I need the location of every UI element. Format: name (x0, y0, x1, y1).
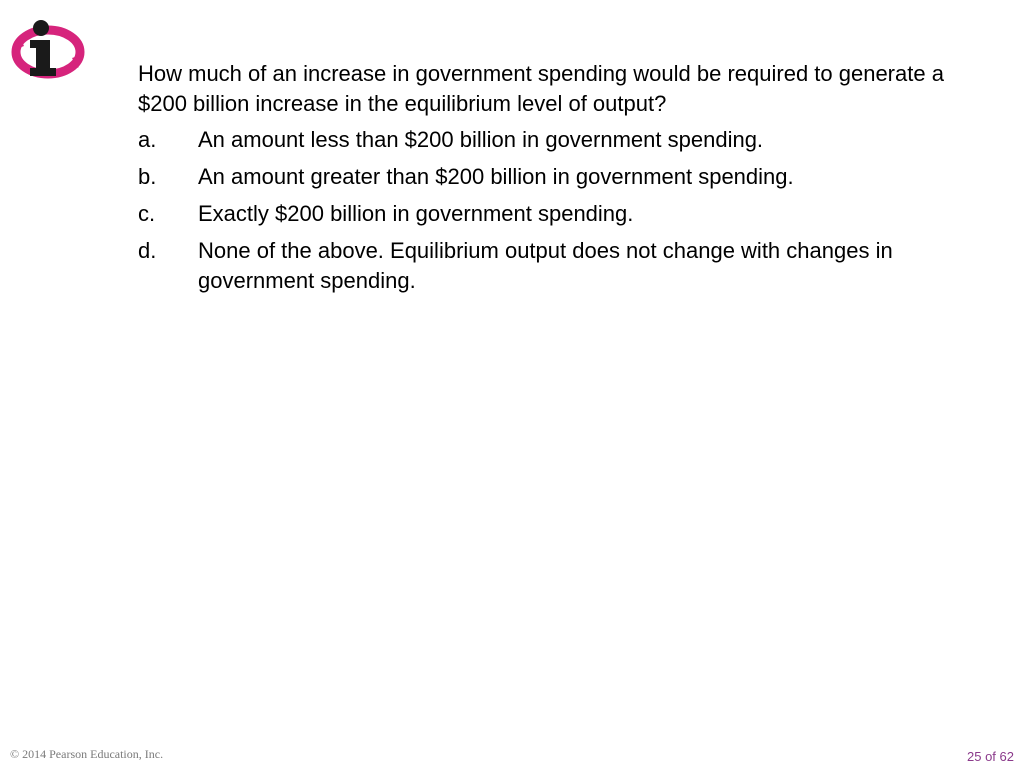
option-a (138, 125, 958, 155)
option-b (138, 162, 958, 192)
option-text: None of the above. Equilibrium output does not change with changes in government spending. (198, 238, 893, 293)
copyright-notice: © 2014 Pearson Education, Inc. (10, 747, 164, 761)
option-text: An amount less than $200 billion in government spending. (198, 127, 764, 152)
option-letter: a. (138, 127, 157, 152)
question-block (138, 59, 958, 303)
option-d (138, 236, 958, 296)
answer-options (138, 125, 958, 296)
question-text: How much of an increase in government spending would be required to generate a $200 billion increase in the equilibrium level of output? (138, 61, 944, 116)
info-person-cycle-icon (10, 16, 86, 82)
option-c (138, 199, 958, 229)
option-letter: d. (138, 238, 157, 263)
option-letter: c. (138, 201, 156, 226)
option-letter: b. (138, 164, 157, 189)
page-number: 25 of 62 (967, 749, 1014, 764)
option-text: Exactly $200 billion in government spending. (198, 201, 634, 226)
option-text: An amount greater than $200 billion in government spending. (198, 164, 794, 189)
